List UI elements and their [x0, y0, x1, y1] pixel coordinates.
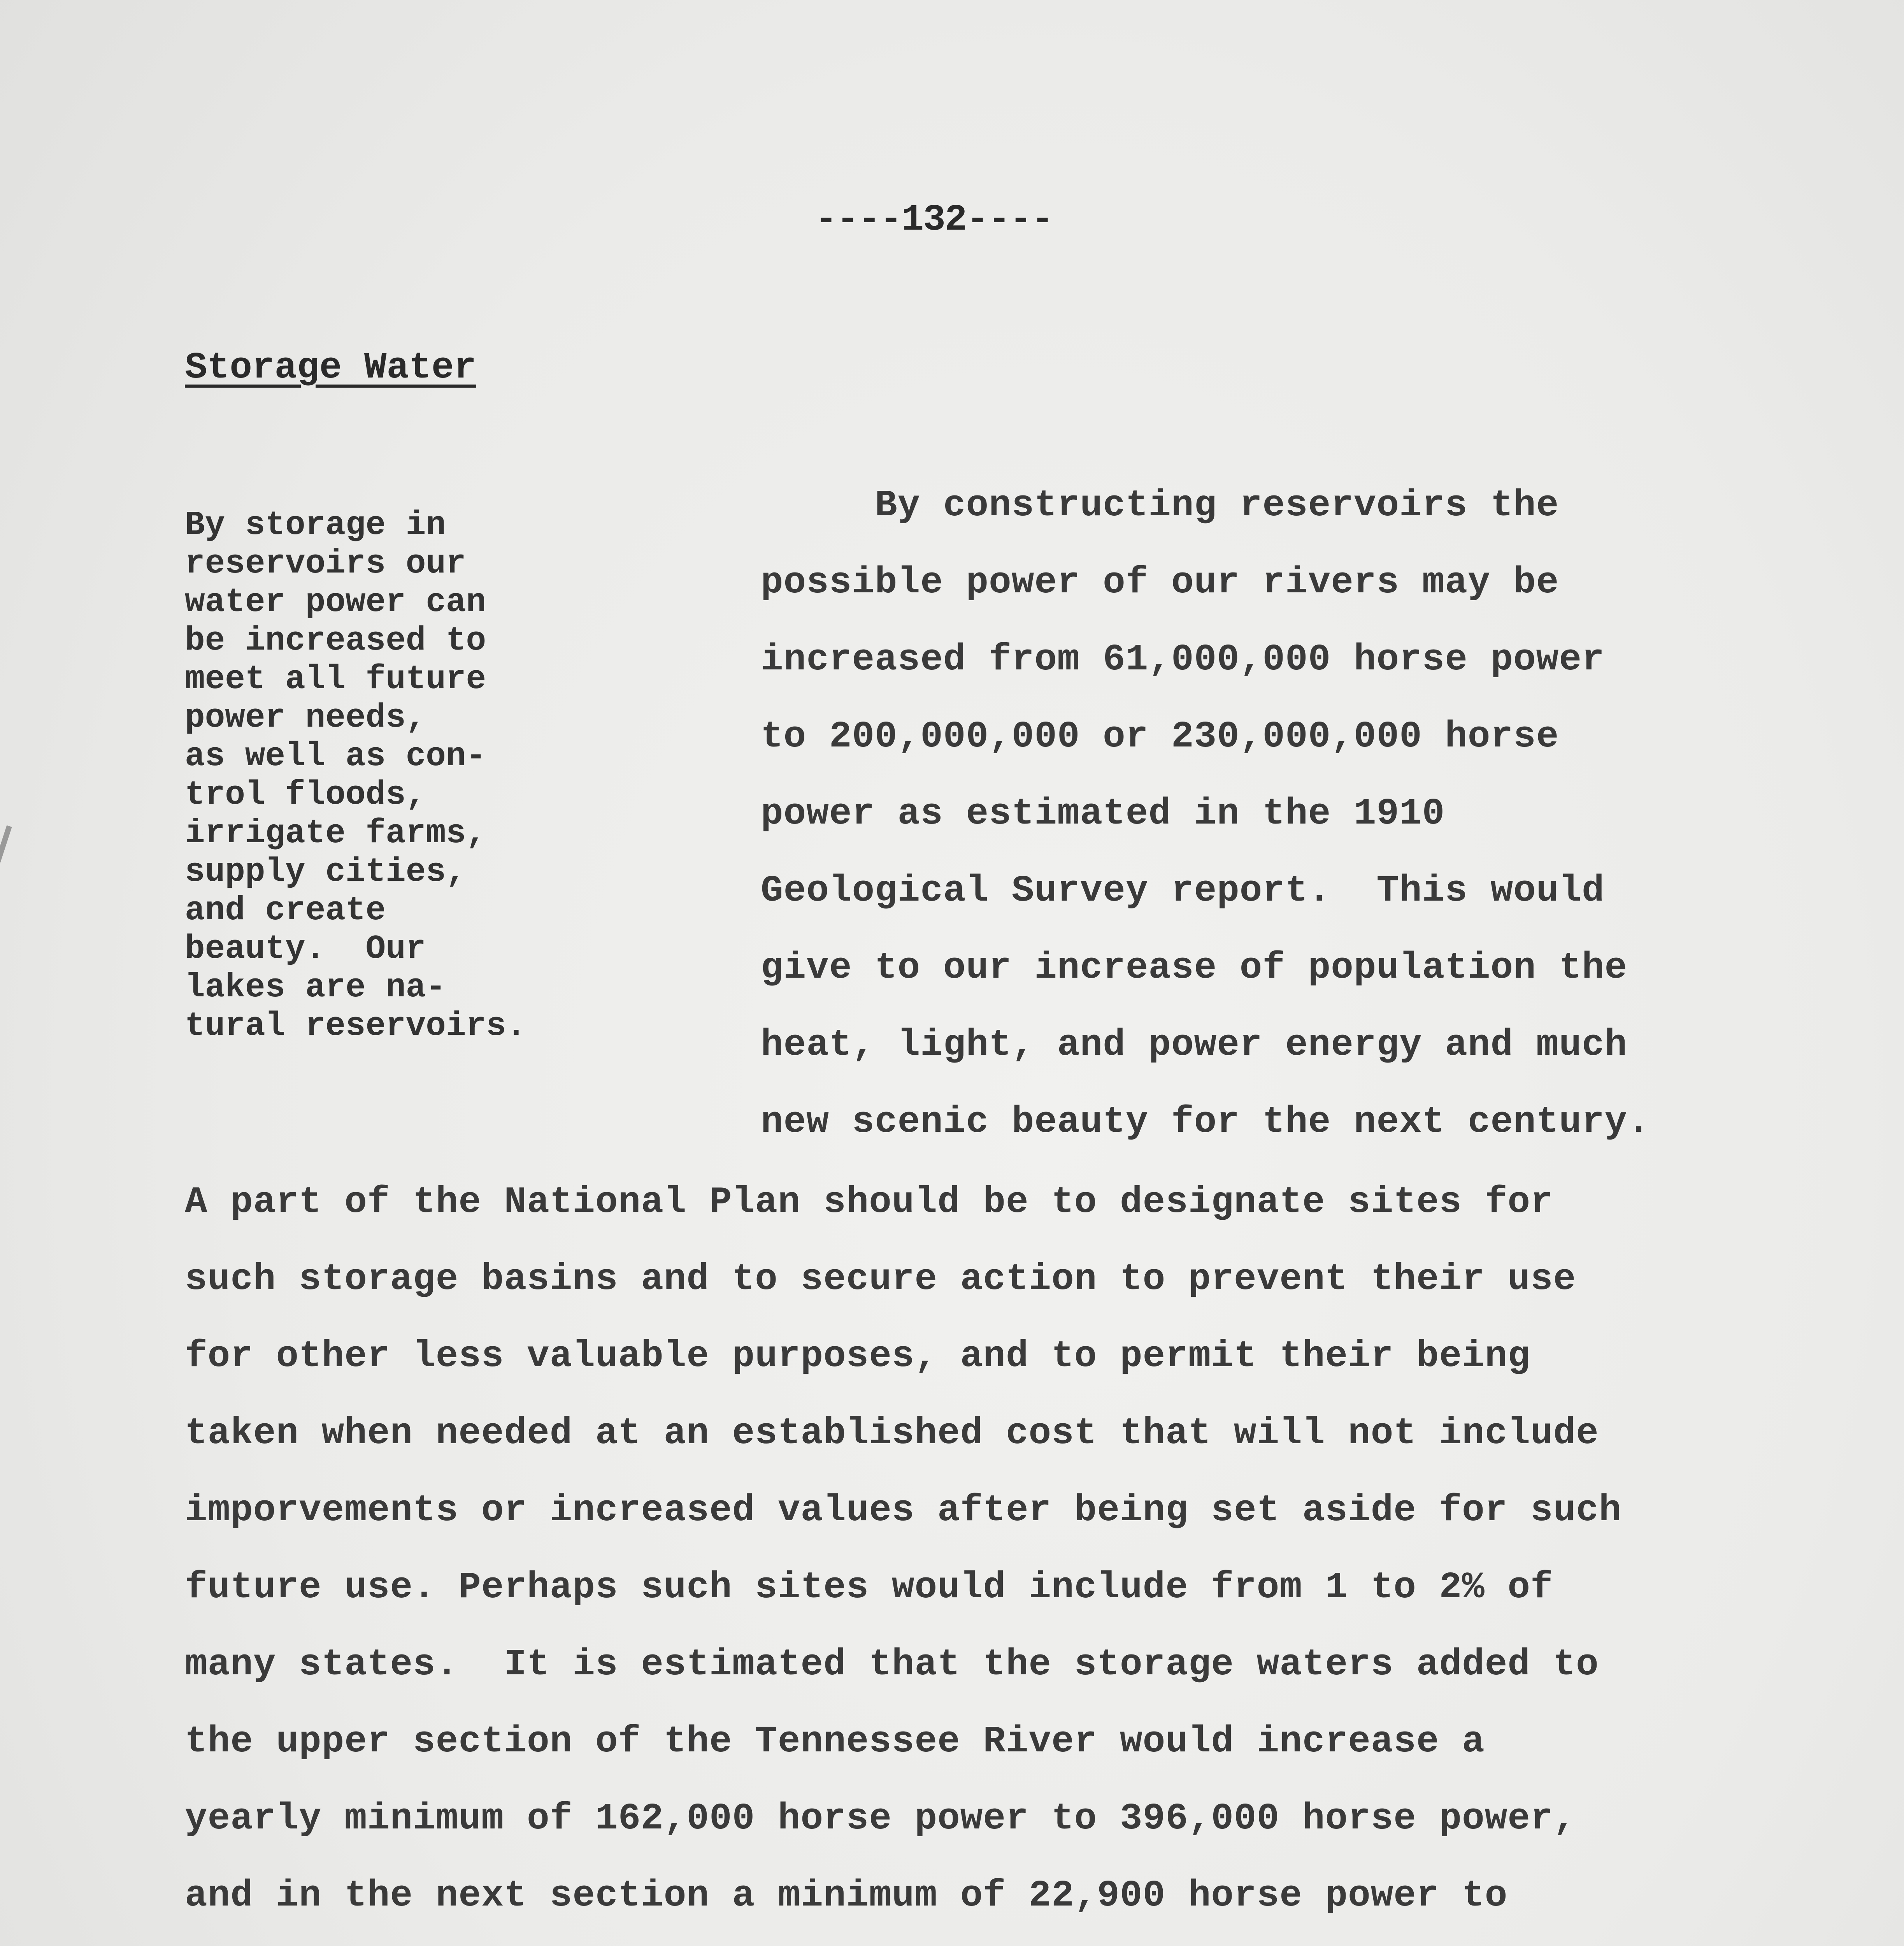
text-line: taken when needed at an established cost that will not include [185, 1412, 1599, 1454]
text-line: and in the next section a minimum of 22,900 horse power to [185, 1874, 1508, 1917]
intro-paragraph [761, 467, 1687, 1161]
text-line: future use. Perhaps such sites would include from 1 to 2% of [185, 1566, 1553, 1609]
text-line: possible power of our rivers may be [761, 561, 1559, 604]
margin-note-line: reservoirs our [185, 544, 466, 583]
margin-mark [0, 825, 12, 868]
margin-note-line: trol floods, [185, 776, 426, 814]
margin-note-line: tural reservoirs. [185, 1007, 526, 1045]
margin-note-line: irrigate farms, [185, 814, 486, 852]
text-line: imporvements or increased values after being set aside for such [185, 1489, 1622, 1532]
margin-note-line: water power can [185, 583, 486, 621]
text-line: to 200,000,000 or 230,000,000 horse [761, 715, 1559, 758]
text-line: many states. It is estimated that the storage waters added to [185, 1643, 1599, 1686]
text-line: heat, light, and power energy and much [761, 1024, 1628, 1066]
margin-note-line: By storage in [185, 506, 446, 544]
text-line: the upper section of the Tennessee River would increase a [185, 1720, 1485, 1763]
text-line: for other less valuable purposes, and to permit their being [185, 1335, 1530, 1377]
page-number: ----132---- [815, 198, 1053, 241]
text-line: By constructing reservoirs the [761, 484, 1559, 527]
margin-note-line: power needs, [185, 699, 426, 737]
margin-note-line: and create [185, 891, 386, 929]
main-paragraphs [185, 1164, 1726, 1946]
text-line: yearly minimum of 162,000 horse power to 396,000 horse power, [185, 1797, 1576, 1840]
text-line: such storage basins and to secure action to prevent their use [185, 1258, 1576, 1300]
section-heading: Storage Water [185, 346, 476, 389]
text-line: new scenic beauty for the next century. [761, 1101, 1650, 1143]
text-line: power as estimated in the 1910 [761, 792, 1445, 835]
text-line [185, 1934, 1726, 1946]
margin-note-line: supply cities, [185, 853, 466, 891]
text-line: A part of the National Plan should be to designate sites for [185, 1181, 1553, 1223]
margin-note [185, 506, 593, 1045]
text-line: Geological Survey report. This would [761, 869, 1605, 912]
margin-note-line: meet all future [185, 660, 486, 698]
text-line: increased from 61,000,000 horse power [761, 638, 1605, 681]
margin-note-line: as well as con- [185, 737, 486, 775]
margin-note-line: lakes are na- [185, 968, 446, 1006]
text-line: give to our increase of population the [761, 947, 1628, 989]
margin-note-line: beauty. Our [185, 930, 426, 968]
margin-note-line: be increased to [185, 622, 486, 660]
